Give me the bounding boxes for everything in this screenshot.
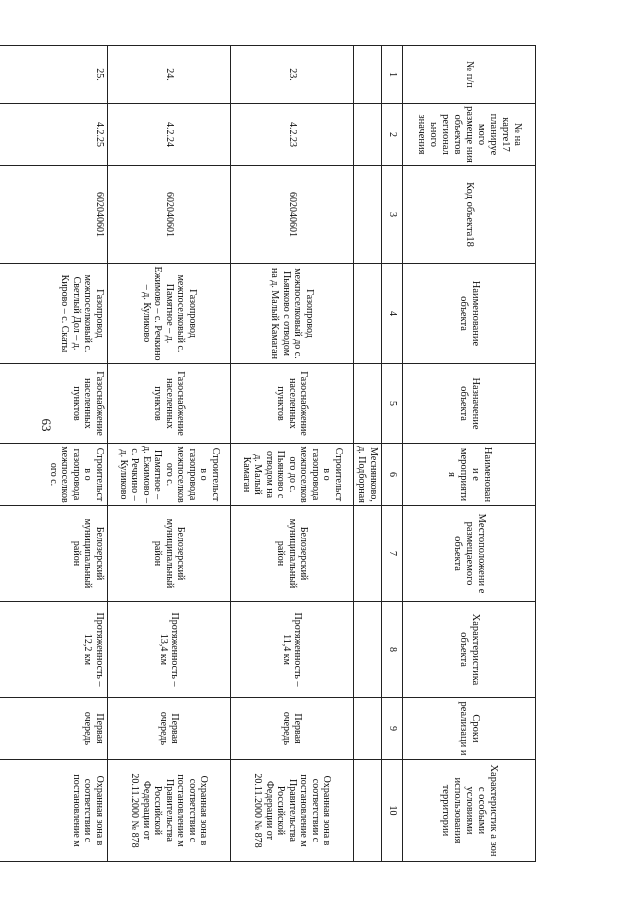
column-number: 6 — [382, 444, 403, 506]
activity-name: Строительств о газопровода межпоселков ого с. — [0, 444, 108, 506]
table-container — [48, 45, 536, 861]
object-location: Белозерский муниципальный район — [231, 506, 354, 602]
map-number: 4.2.25 — [0, 104, 108, 166]
table-cell — [354, 760, 382, 862]
column-number: 5 — [382, 364, 403, 444]
header-cell: № п/п — [403, 46, 536, 104]
table-row — [231, 46, 354, 862]
column-number: 10 — [382, 760, 403, 862]
header-row — [403, 46, 536, 862]
object-location: Белозерский муниципальный район — [0, 506, 108, 602]
continuation-row — [354, 46, 382, 862]
header-cell: Сроки реализаци и — [403, 698, 536, 760]
header-cell: Характеристик а зон с особыми условиями использования территории — [403, 760, 536, 862]
header-cell: № на карте17 планируе мого размеще ния объектов регионал ьного значения — [403, 104, 536, 166]
table-cell — [354, 698, 382, 760]
zone-characteristic: Охранная зона в соответствии с постановление м Правительства Российской Федерации от 20.11.2000 № 878 — [108, 760, 231, 862]
object-purpose: Газоснабжение населенных пунктов — [108, 364, 231, 444]
object-characteristic: Протяженность – 12,2 км — [0, 602, 108, 698]
header-cell: Наименование объекта — [403, 264, 536, 364]
row-number: 24. — [108, 46, 231, 104]
table-cell — [354, 46, 382, 104]
zone-characteristic: Охранная зона в соответствии с постановление м Правительства Российской Федерации от 20.11.2000 № 878 — [231, 760, 354, 862]
object-code: 602040601 — [0, 166, 108, 264]
object-purpose: Газоснабжение населенных пунктов — [231, 364, 354, 444]
implementation-period: Первая очередь — [231, 698, 354, 760]
continuation-cell: Меснянково, д. Подборная — [354, 444, 382, 506]
column-number: 2 — [382, 104, 403, 166]
table-rotator — [48, 45, 536, 861]
column-number: 3 — [382, 166, 403, 264]
header-cell: Назначение объекта — [403, 364, 536, 444]
page-number: 63 — [39, 418, 54, 432]
table-cell — [354, 104, 382, 166]
table-cell — [354, 364, 382, 444]
table-row — [108, 46, 231, 862]
column-number: 4 — [382, 264, 403, 364]
table-row — [0, 46, 108, 862]
zone-characteristic: Охранная зона в соответствии с постановление м — [0, 760, 108, 862]
object-name: Газопровод межпоселковый до с. Пьянково с отводом на д. Малый Камаган — [231, 264, 354, 364]
column-number-row — [382, 46, 403, 862]
header-cell: Характеристика объекта — [403, 602, 536, 698]
header-cell: Местоположени е размещаемого объекта — [403, 506, 536, 602]
object-characteristic: Протяженность – 11,4 км — [231, 602, 354, 698]
table-cell — [354, 602, 382, 698]
object-characteristic: Протяженность – 13,4 км — [108, 602, 231, 698]
column-number: 9 — [382, 698, 403, 760]
object-code: 602040601 — [231, 166, 354, 264]
map-number: 4.2.23 — [231, 104, 354, 166]
object-name: Газопровод межпоселковый с. Памятное – д. Ежимово – с. Речкино – д. Куликово — [108, 264, 231, 364]
row-number: 23. — [231, 46, 354, 104]
column-number: 8 — [382, 602, 403, 698]
objects-table — [0, 45, 536, 862]
table-cell — [354, 264, 382, 364]
activity-name: Строительств о газопровода межпоселков ого с. Памятное – д. Ежимово – с. Речкино – д. Куликово — [108, 444, 231, 506]
column-number: 7 — [382, 506, 403, 602]
object-location: Белозерский муниципальный район — [108, 506, 231, 602]
table-cell — [354, 506, 382, 602]
header-cell: Код объекта18 — [403, 166, 536, 264]
object-code: 602040601 — [108, 166, 231, 264]
map-number: 4.2.24 — [108, 104, 231, 166]
implementation-period: Первая очередь — [0, 698, 108, 760]
row-number: 25. — [0, 46, 108, 104]
object-name: Газопровод межпоселковый с. Светлый Дол – д. Кирово – с. Скаты — [0, 264, 108, 364]
object-purpose: Газоснабжение населенных пунктов — [0, 364, 108, 444]
table-cell — [354, 166, 382, 264]
activity-name: Строительств о газопровода межпоселков ого до с. Пьянково с отводом на д. Малый Камаган — [231, 444, 354, 506]
column-number: 1 — [382, 46, 403, 104]
implementation-period: Первая очередь — [108, 698, 231, 760]
header-cell: Наименовани е мероприятия — [403, 444, 536, 506]
